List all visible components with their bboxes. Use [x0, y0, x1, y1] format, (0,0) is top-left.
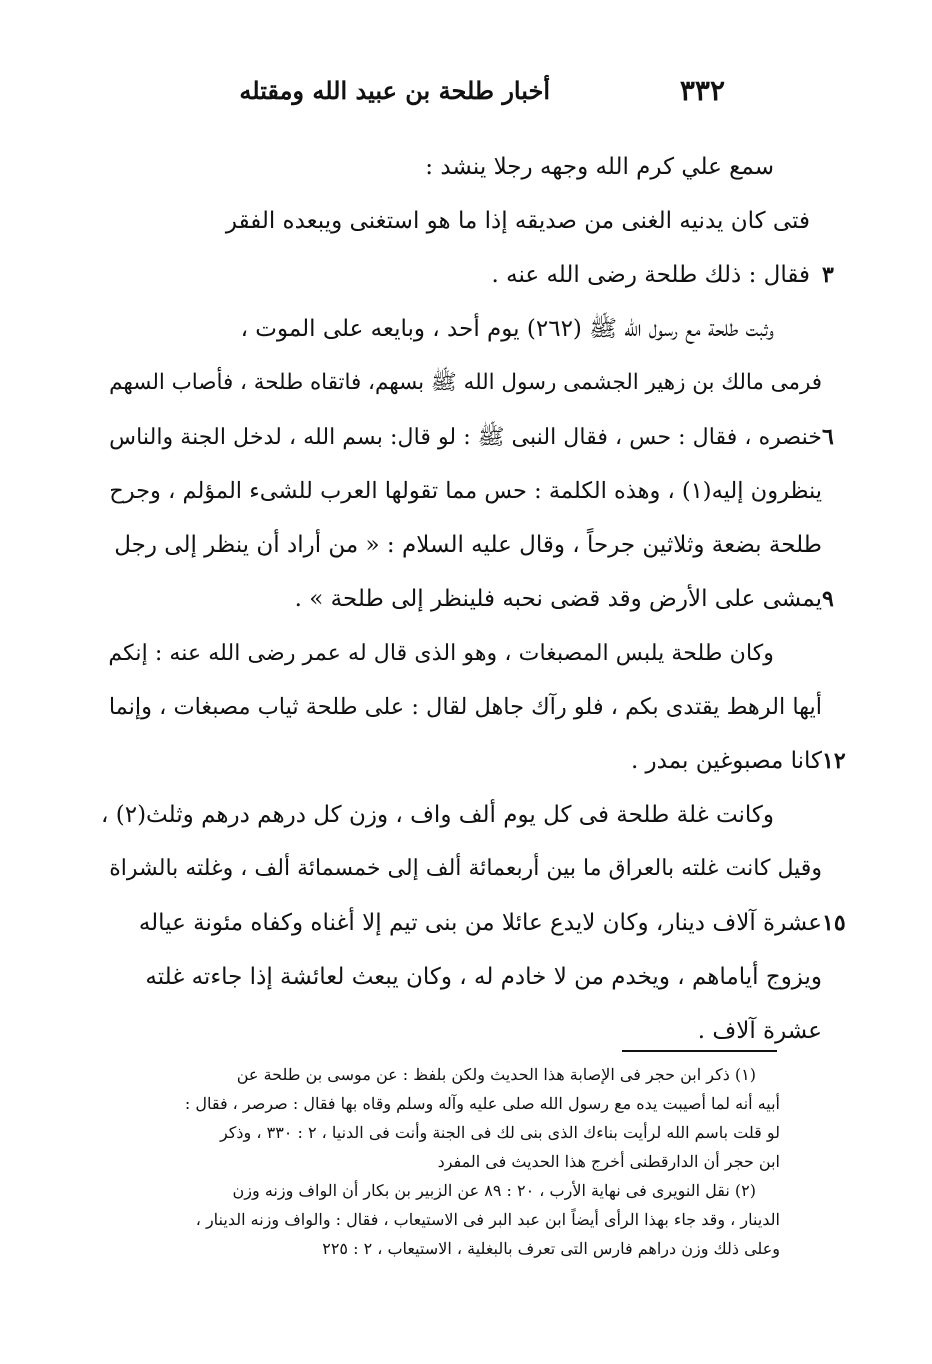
text-line-content: خنصره ، فقال : حس ، فقال النبى ﷺ : لو قال: بسم الله ، لدخل الجنة والناس — [109, 424, 822, 450]
page-number: ٣٣٢ — [679, 74, 725, 107]
text-line-content: سمع علي كرم الله وجهه رجلا ينشد : — [425, 154, 774, 180]
footnote-line — [85, 1089, 780, 1118]
text-line-content: فقال : ذلك طلحة رضى الله عنه . — [491, 262, 810, 288]
text-line-content: ينظرون إليه(١) ، وهذه الكلمة : حس مما تقولها العرب للشىء المؤلم ، وجرح — [109, 478, 822, 504]
text-line-content: يمشى على الأرض وقد قضى نحبه فلينظر إلى طلحة » . — [294, 586, 822, 612]
footnote-line-content: (١) ذكر ابن حجر فى الإصابة هذا الحديث ولكن بلفظ : عن موسى بن طلحة عن — [236, 1065, 756, 1084]
main-text — [90, 140, 846, 1058]
line-number: ٩ — [822, 586, 834, 612]
footnote-line-content: ابن حجر أن الدارقطنى أخرج هذا الحديث فى المفرد — [437, 1152, 780, 1171]
footnote-line-content: (٢) نقل النويرى فى نهاية الأرب ، ٢٠ : ٨٩ عن الزبير بن بكار أن الواف وزنه وزن — [232, 1181, 756, 1200]
footnote-line-content: أبيه أنه لما أصيبت يده مع رسول الله صلى عليه وآله وسلم وقاه بها فقال : صرصر ، فقال : — [184, 1094, 780, 1113]
text-line-content: وقيل كانت غلته بالعراق ما بين أربعمائة ألف إلى خمسمائة ألف ، وغلته بالشراة — [109, 856, 822, 881]
text-line — [90, 842, 822, 896]
text-line — [90, 788, 822, 842]
text-line-content: عشرة آلاف دينار، وكان لايدع عائلا من بنى تيم إلا أغناه وكفاه مئونة عياله — [138, 910, 822, 936]
text-line-content: وكانت غلة طلحة فى كل يوم ألف واف ، وزن كل درهم درهم وثلث(٢) ، — [101, 802, 774, 828]
text-line — [90, 248, 834, 302]
text-line — [90, 464, 822, 518]
footnote-divider — [622, 1050, 777, 1052]
line-number: ٣ — [822, 262, 834, 288]
text-line-content: وكان طلحة يلبس المصبغات ، وهو الذى قال له عمر رضى الله عنه : إنكم — [108, 640, 774, 666]
footnote-line-content: الدينار ، وقد جاء بهذا الرأى أيضاً ابن عبد البر فى الاستيعاب ، فقال : والواف وزنه الدينار ، — [195, 1210, 780, 1229]
text-line-content: أيها الرهط يقتدى بكم ، فلو رآك جاهل لقال : على طلحة ثياب مصبغات ، وإنما — [108, 694, 822, 720]
text-line-content: عشرة آلاف . — [697, 1018, 822, 1044]
text-line — [90, 410, 834, 464]
text-line — [90, 194, 822, 248]
page-header — [95, 70, 725, 110]
footnote-line-content: وعلى ذلك وزن دراهم فارس التى تعرف بالبغلية ، الاستيعاب ، ٢ : ٢٢٥ — [322, 1239, 780, 1258]
footnote-line — [85, 1205, 780, 1234]
text-line — [90, 140, 822, 194]
line-number: ١٥ — [822, 910, 846, 936]
footnote-line — [85, 1234, 780, 1263]
running-title: أخبار طلحة بن عبيد الله ومقتله — [239, 76, 550, 105]
text-line — [90, 572, 834, 626]
text-line-content: وثبت طلحة مع رسول الله ﷺ (٢٦٢) يوم أحد ، وبايعه على الموت ، — [240, 316, 774, 342]
text-line-content: فرمى مالك بن زهير الجشمى رسول الله ﷺ بسهم، فاتقاه طلحة ، فأصاب السهم — [109, 370, 822, 395]
footnote-line — [85, 1118, 780, 1147]
line-number: ٦ — [822, 424, 834, 450]
footnote-line — [85, 1176, 780, 1205]
footnotes — [85, 1060, 780, 1263]
text-line-content: فتى كان يدنيه الغنى من صديقه إذا ما هو استغنى ويبعده الفقر — [225, 208, 810, 234]
text-line-content: طلحة بضعة وثلاثين جرحاً ، وقال عليه السلام : « من أراد أن ينظر إلى رجل — [114, 532, 822, 558]
text-line-content: ويزوج أياماهم ، ويخدم من لا خادم له ، وكان يبعث لعائشة إذا جاءته غلته — [145, 964, 822, 990]
text-line — [90, 356, 822, 410]
text-line — [90, 680, 822, 734]
text-line — [90, 302, 822, 356]
footnote-line-content: لو قلت باسم الله لرأيت بناءك الذى بنى لك فى الجنة وأنت فى الدنيا ، ٢ : ٣٣٠ ، وذكر — [219, 1123, 780, 1142]
text-line — [90, 950, 822, 1004]
line-number: ١٢ — [822, 748, 846, 774]
text-line — [90, 626, 822, 680]
footnote-line — [85, 1147, 780, 1176]
text-line-content: كانا مصبوغين بمدر . — [630, 748, 822, 774]
footnote-line — [85, 1060, 780, 1089]
text-line — [90, 734, 846, 788]
text-line — [90, 896, 846, 950]
text-line — [90, 518, 822, 572]
